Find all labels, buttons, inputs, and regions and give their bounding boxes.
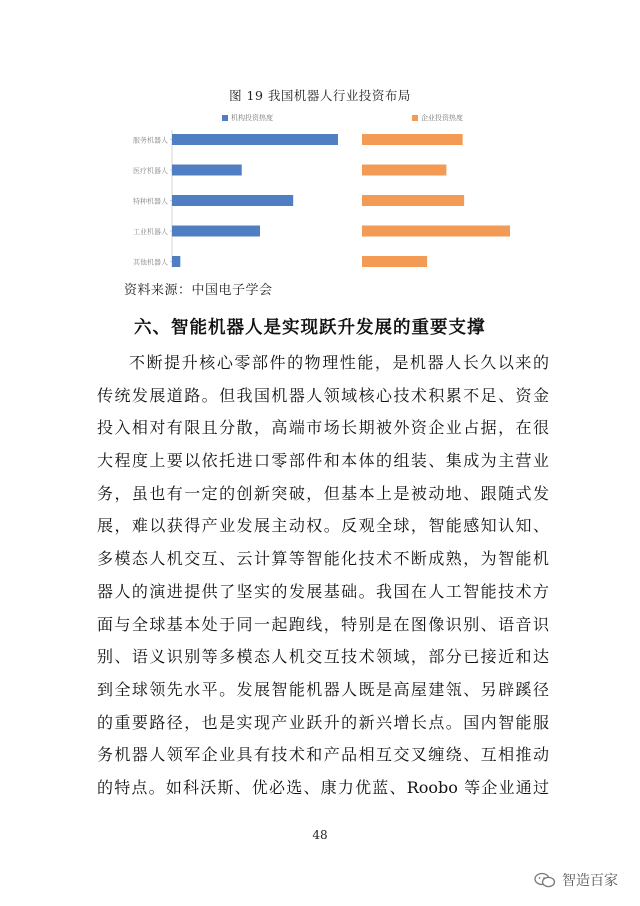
paragraph-line: 的特点。如科沃斯、优必选、康力优蓝、Roobo 等企业通过 [97, 777, 549, 797]
category-label: 其他机器人 [133, 258, 168, 267]
paragraph-line: 传统发展道路。但我国机器人领域核心技术积累不足、资金 [97, 385, 549, 405]
bar [172, 195, 293, 206]
figure-caption: 图 19 我国机器人行业投资布局 [229, 88, 411, 103]
bar [362, 134, 463, 145]
bar [362, 165, 446, 176]
bar [172, 165, 242, 176]
legend-label: 机构投资热度 [231, 114, 273, 122]
paragraph-line: 面与全球基本处于同一起跑线，特别是在图像识别、语音识 [97, 614, 549, 634]
watermark [534, 870, 618, 890]
legend-swatch [412, 115, 418, 121]
paragraph-line: 投入相对有限且分散，高端市场长期被外资企业占据，在很 [97, 418, 549, 438]
paragraph-line: 务，虽也有一定的创新突破，但基本上是被动地、跟随式发 [97, 483, 549, 503]
paragraph-line: 展，难以获得产业发展主动权。反观全球，智能感知认知、 [97, 516, 549, 536]
category-label: 医疗机器人 [133, 167, 168, 175]
bar [172, 134, 338, 145]
bar [172, 256, 180, 267]
paragraph-line: 别、语义识别等多模态人机交互技术领域，部分已接近和达 [97, 647, 549, 667]
bar [172, 226, 260, 237]
paragraph-line: 不断提升核心零部件的物理性能，是机器人长久以来的 [129, 353, 549, 372]
paragraph-line: 的重要路径，也是实现产业跃升的新兴增长点。国内智能服 [97, 712, 549, 732]
paragraph-line: 器人的演进提供了坚实的发展基础。我国在人工智能技术方 [97, 581, 549, 601]
section-heading: 六、智能机器人是实现跃升发展的重要支撑 [134, 318, 486, 338]
legend-swatch [222, 115, 228, 121]
bar [362, 195, 464, 206]
paragraph-line: 大程度上要以依托进口零部件和本体的组装、集成为主营业 [97, 451, 549, 471]
figure-source: 资料来源：中国电子学会 [124, 283, 273, 298]
category-label: 特种机器人 [133, 197, 168, 206]
category-label: 工业机器人 [133, 228, 168, 236]
bar [362, 256, 427, 267]
legend-label: 企业投资热度 [421, 114, 463, 122]
category-label: 服务机器人 [133, 136, 168, 145]
page-number: 48 [312, 828, 328, 842]
paragraph-line: 到全球领先水平。发展智能机器人既是高屋建瓴、另辟蹊径 [97, 679, 549, 699]
wechat-icon [534, 872, 556, 888]
watermark-text: 智造百家 [562, 873, 618, 889]
paragraph-line: 务机器人领军企业具有技术和产品相互交叉缠绕、互相推动 [97, 745, 549, 765]
body-text [97, 347, 549, 805]
paragraph-line: 多模态人机交互、云计算等智能化技术不断成熟，为智能机 [97, 549, 549, 569]
bar [362, 226, 510, 237]
bar-chart [110, 108, 530, 268]
